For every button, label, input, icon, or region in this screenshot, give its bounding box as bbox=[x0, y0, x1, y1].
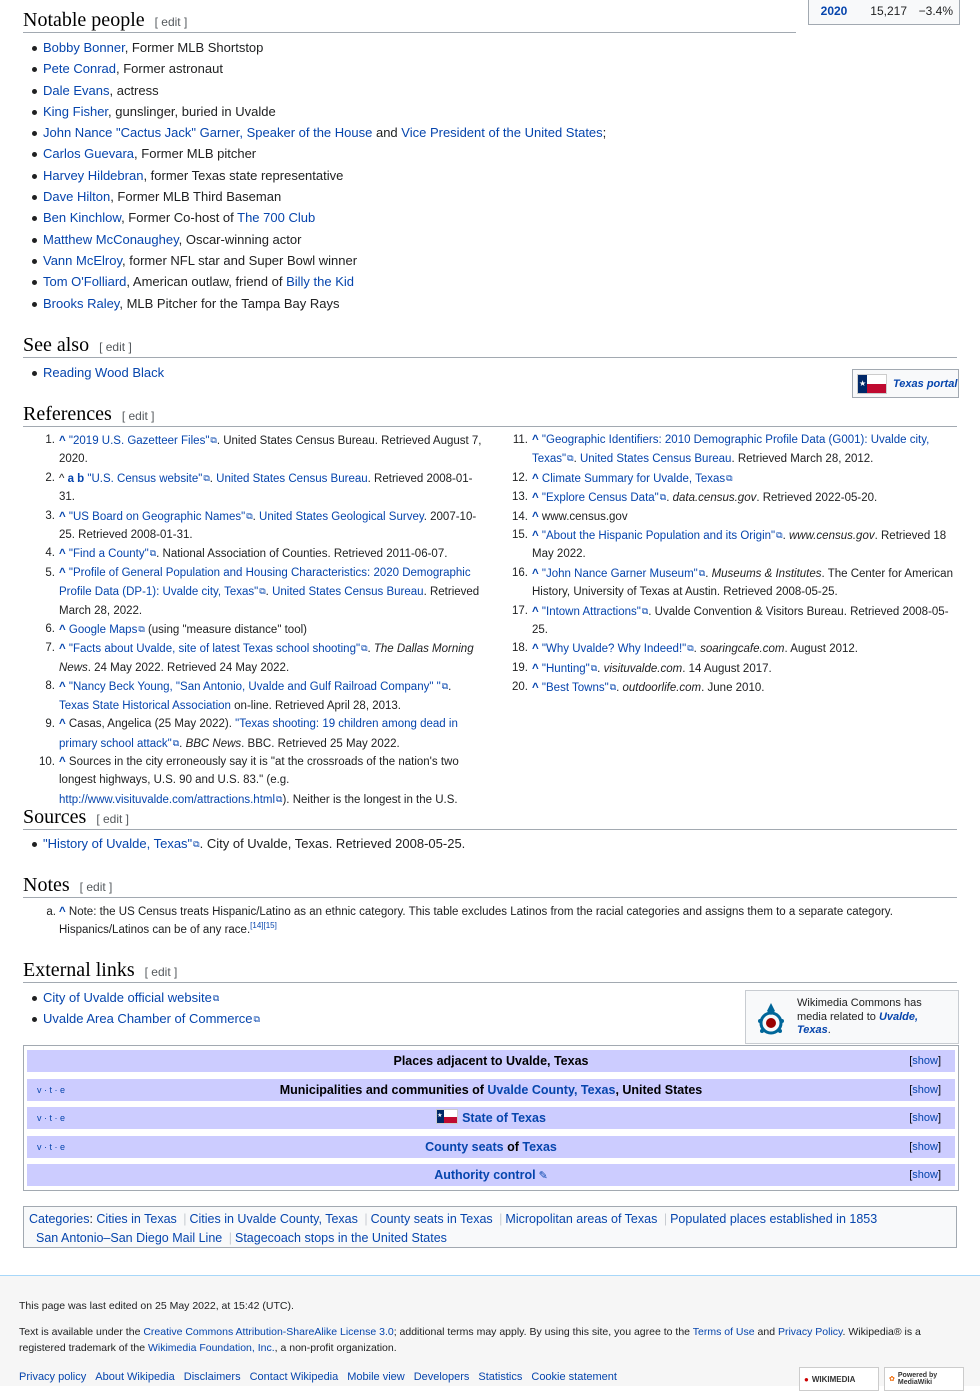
reference-text: . bbox=[209, 472, 217, 485]
wikimedia-badge[interactable]: ● WIKIMEDIA bbox=[799, 1367, 879, 1391]
list-item bbox=[28, 80, 606, 101]
reference-link[interactable]: "U.S. Census website" bbox=[87, 472, 203, 485]
category-separator: | bbox=[364, 1212, 368, 1226]
person-description: , Former MLB pitcher bbox=[134, 146, 257, 162]
reference-link[interactable]: "About the Hispanic Population and its Origin" bbox=[541, 530, 776, 543]
footer-link[interactable]: Mobile view bbox=[347, 1371, 405, 1383]
edit-link[interactable]: [ edit ] bbox=[79, 880, 113, 894]
reference-item bbox=[23, 544, 483, 563]
show-link[interactable]: show bbox=[912, 1140, 938, 1153]
reference-item bbox=[496, 659, 958, 678]
footer bbox=[0, 1275, 980, 1386]
reference-text: . Uvalde Convention & Visitors Bureau. Retrieved 2008-05-25. bbox=[532, 605, 949, 637]
reference-work: soaringcafe.com bbox=[700, 643, 785, 656]
list-item bbox=[28, 165, 606, 186]
reference-item bbox=[496, 526, 958, 564]
categories-label[interactable]: Categories bbox=[29, 1212, 90, 1226]
reference-work: outdoorlife.com bbox=[622, 682, 702, 695]
reference-text: (using "measure distance" tool) bbox=[144, 624, 307, 637]
reference-text: . 2007-10-25. Retrieved 2008-01-31. bbox=[59, 510, 477, 542]
section-heading-sources: Sources [ edit ] bbox=[23, 806, 130, 828]
reference-backlink[interactable]: ^ bbox=[532, 472, 542, 485]
navbox-title-link[interactable]: Texas bbox=[522, 1139, 557, 1154]
sources-list bbox=[28, 833, 465, 854]
reference-text: . bbox=[705, 567, 712, 580]
list-item bbox=[28, 1008, 260, 1029]
show-link[interactable]: show bbox=[912, 1169, 938, 1181]
reference-backlink[interactable]: ^ bbox=[59, 755, 69, 768]
person-description: , Former MLB Third Baseman bbox=[110, 189, 282, 205]
person-description: , Former Co-host of bbox=[121, 210, 238, 226]
external-link-icon bbox=[775, 530, 782, 542]
navbox-title-bar bbox=[27, 1107, 955, 1129]
navbox-title-text: of bbox=[503, 1139, 523, 1154]
vte-links[interactable]: v · t · e bbox=[37, 1084, 66, 1095]
reference-item bbox=[23, 639, 483, 677]
person-link[interactable]: Dale Evans bbox=[43, 82, 110, 98]
person-description: , gunslinger, buried in Uvalde bbox=[108, 103, 276, 119]
reference-number: 19. bbox=[512, 661, 528, 674]
reference-number: 8. bbox=[45, 680, 55, 693]
reference-text: . June 2010. bbox=[701, 682, 765, 695]
reference-backlink[interactable]: ^ bbox=[59, 566, 69, 579]
list-item bbox=[28, 362, 164, 383]
person-description: and bbox=[372, 125, 402, 141]
external-link-icon bbox=[360, 643, 367, 655]
list-item bbox=[28, 987, 260, 1008]
reference-text: Casas, Angelica (25 May 2022). bbox=[68, 718, 236, 731]
reference-link[interactable]: "John Nance Garner Museum" bbox=[541, 567, 698, 580]
category-link[interactable]: Cities in Uvalde County, Texas bbox=[189, 1212, 358, 1226]
see-also-list bbox=[28, 362, 164, 383]
person-link[interactable]: Vann McElroy bbox=[43, 252, 122, 268]
reference-work: www.census.gov bbox=[788, 530, 875, 543]
person-description: , Former astronaut bbox=[116, 61, 223, 77]
section-heading-notable-people: Notable people [ edit ] bbox=[23, 9, 188, 31]
reference-text: . bbox=[179, 737, 186, 750]
reference-backlink[interactable]: ^ bbox=[532, 682, 542, 695]
reference-text: . 14 August 2017. bbox=[682, 662, 772, 675]
navbox-title bbox=[436, 1111, 546, 1125]
external-link-icon bbox=[725, 473, 732, 485]
reference-backlink[interactable]: ^ bbox=[532, 662, 542, 675]
reference-backlink[interactable]: ^ bbox=[532, 492, 542, 505]
reference-link[interactable]: "Hunting" bbox=[541, 662, 590, 675]
person-link[interactable]: John Nance "Cactus Jack" Garner, Speaker of the House bbox=[43, 125, 373, 141]
texas-portal-box[interactable] bbox=[852, 369, 959, 398]
reference-text: Sources in the city erroneously say it is "at the crossroads of the nation's two longest highways, U.S. 90 and U.S. 83." (e.g. bbox=[59, 755, 459, 787]
list-item bbox=[28, 271, 606, 292]
reference-number: 20. bbox=[512, 681, 528, 694]
section-divider bbox=[23, 829, 957, 830]
external-link-icon bbox=[686, 643, 693, 655]
population-year[interactable]: 2020 bbox=[820, 4, 848, 18]
reference-link[interactable]: "Texas shooting: 19 children among dead in primary school attack" bbox=[59, 718, 458, 750]
population-change: −3.4% bbox=[918, 4, 953, 18]
reference-backlink[interactable]: ^ bbox=[59, 548, 69, 561]
external-links-list bbox=[28, 987, 260, 1030]
navbox-title bbox=[280, 1083, 703, 1097]
navbox-show-toggle[interactable]: [show] bbox=[909, 1140, 941, 1153]
reference-item bbox=[23, 507, 483, 545]
person-description: , former NFL star and Super Bowl winner bbox=[122, 252, 358, 268]
footer-link[interactable]: Privacy policy bbox=[19, 1371, 87, 1383]
navbox-title bbox=[425, 1140, 557, 1154]
texas-portal-link[interactable]: Texas portal bbox=[893, 377, 958, 390]
person-link[interactable]: Carlos Guevara bbox=[43, 146, 135, 162]
reference-text: ). Neither is the longest in the U.S. bbox=[282, 793, 458, 806]
person-link[interactable]: Harvey Hildebran bbox=[43, 167, 144, 183]
reference-text: . Retrieved 2022-05-20. bbox=[756, 492, 878, 505]
footer-link[interactable]: About Wikipedia bbox=[95, 1371, 175, 1383]
reference-link[interactable]: Google Maps bbox=[68, 624, 138, 637]
reference-item bbox=[23, 431, 483, 469]
person-link[interactable]: Ben Kinchlow bbox=[43, 210, 122, 226]
reference-backlink[interactable]: ^ bbox=[59, 681, 69, 694]
reference-item bbox=[23, 677, 483, 715]
reference-link[interactable]: Climate Summary for Uvalde, Texas bbox=[541, 472, 726, 485]
reference-number: 10. bbox=[39, 755, 55, 768]
section-divider bbox=[23, 982, 957, 983]
see-also-link[interactable]: Reading Wood Black bbox=[43, 365, 165, 380]
person-link[interactable]: Pete Conrad bbox=[43, 61, 116, 77]
categories-box: Categories: Cities in Texas | Cities in Uvalde County, Texas | County seats in Texas | Micropolitan areas of Texas | Populated places established in 1853 San Antonio–San Diego Mail Line | Stagecoach stops in the United States bbox=[23, 1206, 957, 1248]
vte-links[interactable]: v · t · e bbox=[37, 1141, 66, 1152]
reference-text: . United States Census Bureau. Retrieved August 7, 2020. bbox=[59, 435, 482, 466]
source-text: . City of Uvalde, Texas. Retrieved 2008-05-25. bbox=[199, 836, 466, 851]
reference-link[interactable]: United States Geological Survey bbox=[259, 510, 424, 523]
commons-text: Wikimedia Commons has media related to bbox=[797, 997, 922, 1023]
person-description: , MLB Pitcher for the Tampa Bay Rays bbox=[119, 295, 340, 311]
list-item bbox=[28, 293, 606, 314]
reference-text: . Retrieved March 28, 2012. bbox=[731, 453, 874, 466]
reference-link[interactable]: "Best Towns" bbox=[541, 682, 609, 695]
reference-text: . Retrieved 2008-01-31. bbox=[59, 472, 473, 504]
navbox-title-text: , United States bbox=[615, 1082, 703, 1097]
person-related-link[interactable]: Billy the Kid bbox=[286, 274, 355, 290]
reference-text: . bbox=[252, 510, 260, 523]
source-link[interactable]: "History of Uvalde, Texas" ⧉ bbox=[43, 836, 200, 851]
external-link-icon bbox=[258, 586, 265, 598]
navbox-show-toggle[interactable]: [show] bbox=[909, 1083, 941, 1096]
notable-people-list bbox=[28, 37, 606, 314]
terms-link[interactable]: Terms of Use bbox=[692, 1326, 755, 1338]
reference-number: 5. bbox=[45, 566, 55, 579]
person-description: , actress bbox=[109, 82, 159, 98]
navbox-title-link[interactable]: Authority control bbox=[434, 1168, 536, 1182]
reference-number: 6. bbox=[45, 623, 55, 636]
license-text: Text is available under the Creative Commons Attribution-ShareAlike License 3.0; additional terms may apply. By using this site, you agree to the Terms of Use and Privacy Policy. Wikipedia® is a registered trademark of the Wikimedia Foundation, Inc., a non-profit organization. bbox=[19, 1326, 921, 1354]
reference-link[interactable]: "Why Uvalde? Why Indeed!" bbox=[541, 643, 687, 656]
reference-link[interactable]: United States Census Bureau bbox=[272, 586, 424, 599]
note-item bbox=[36, 903, 916, 939]
list-item bbox=[28, 101, 606, 122]
texas-flag-icon: ★ bbox=[436, 1109, 458, 1124]
person-link[interactable]: Bobby Bonner bbox=[43, 40, 125, 55]
section-divider bbox=[23, 897, 957, 898]
reference-text: . bbox=[265, 586, 273, 599]
reference-text: . August 2012. bbox=[784, 643, 858, 656]
reference-text: . Retrieved March 28, 2022. bbox=[59, 586, 480, 617]
reference-number: 15. bbox=[512, 529, 528, 542]
section-heading-external-links: External links [ edit ] bbox=[23, 959, 178, 981]
reference-number: 1. bbox=[45, 434, 55, 446]
reference-item bbox=[496, 678, 958, 697]
reference-item bbox=[23, 715, 483, 753]
list-item bbox=[28, 229, 606, 250]
reference-item bbox=[23, 620, 483, 639]
reference-link[interactable]: Texas State Historical Association bbox=[59, 699, 231, 712]
list-item bbox=[28, 250, 606, 271]
edit-pencil-icon[interactable]: ✎ bbox=[538, 1170, 548, 1182]
footer-link[interactable]: Developers bbox=[413, 1371, 470, 1383]
navbox-title-text: Municipalities and communities of bbox=[279, 1082, 488, 1097]
reference-item bbox=[496, 602, 958, 640]
section-heading-notes: Notes [ edit ] bbox=[23, 874, 113, 896]
reference-item bbox=[496, 564, 958, 602]
category-link[interactable]: San Antonio–San Diego Mail Line bbox=[36, 1231, 223, 1245]
reference-link[interactable]: "Explore Census Data" bbox=[541, 492, 659, 505]
navbox-title-link[interactable]: State of Texas bbox=[462, 1111, 546, 1125]
category-separator: | bbox=[228, 1231, 232, 1245]
person-link[interactable]: Brooks Raley bbox=[43, 295, 120, 311]
person-description: , Oscar-winning actor bbox=[178, 231, 302, 247]
reference-item bbox=[496, 431, 958, 469]
reference-item bbox=[496, 488, 958, 507]
navbox-title-link[interactable]: County seats bbox=[425, 1139, 504, 1154]
reference-item bbox=[496, 469, 958, 488]
category-separator: | bbox=[499, 1212, 503, 1226]
reference-link[interactable]: "Geographic Identifiers: 2010 Demographic Profile Data (G001): Uvalde city, Texas" bbox=[532, 434, 930, 466]
external-link-icon bbox=[149, 548, 156, 560]
commons-text-end: . bbox=[827, 1024, 831, 1036]
privacy-link[interactable]: Privacy Policy bbox=[777, 1326, 843, 1338]
mediawiki-badge[interactable]: ✿ Powered by MediaWiki bbox=[884, 1367, 964, 1391]
external-link-icon bbox=[245, 511, 252, 523]
reference-text: www.census.gov bbox=[541, 510, 628, 523]
external-link-icon bbox=[566, 453, 573, 465]
reference-backlink[interactable]: ^ bbox=[59, 643, 69, 656]
navbox-show-toggle[interactable]: [show] bbox=[909, 1169, 941, 1181]
footer-link[interactable]: Contact Wikipedia bbox=[249, 1371, 339, 1383]
vte-links[interactable]: v · t · e bbox=[37, 1113, 66, 1123]
reference-backlink[interactable]: ^ bbox=[532, 510, 542, 523]
note-backlink[interactable]: ^ bbox=[59, 906, 66, 918]
note-letter: a. bbox=[46, 906, 56, 918]
reference-text: on-line. Retrieved April 28, 2013. bbox=[230, 699, 401, 712]
reference-work: data.census.gov bbox=[672, 492, 757, 505]
reference-number: 17. bbox=[512, 604, 528, 617]
references-column-1 bbox=[23, 431, 483, 809]
footer-link[interactable]: Disclaimers bbox=[183, 1371, 241, 1383]
reference-work: visituvalde.com bbox=[603, 662, 683, 675]
reference-number: 4. bbox=[45, 547, 55, 560]
commons-box bbox=[745, 990, 959, 1044]
navbox-show-toggle[interactable]: [show] bbox=[909, 1112, 941, 1124]
reference-item bbox=[496, 508, 958, 526]
navbox-title-bar bbox=[27, 1164, 955, 1186]
navbox-container bbox=[23, 1045, 959, 1191]
section-divider bbox=[23, 426, 957, 427]
reference-item bbox=[496, 639, 958, 658]
category-link[interactable]: Cities in Texas bbox=[96, 1212, 177, 1226]
edit-link[interactable]: [ edit ] bbox=[96, 812, 130, 826]
reference-text: . 24 May 2022. Retrieved 24 May 2022. bbox=[87, 661, 290, 674]
wikimedia-commons-icon bbox=[758, 1001, 784, 1037]
reference-number: 16. bbox=[512, 566, 528, 579]
commons-link[interactable]: Uvalde, Texas bbox=[797, 1010, 919, 1036]
reference-text: . bbox=[573, 453, 580, 466]
show-link[interactable]: show bbox=[912, 1112, 938, 1124]
navbox-title-bar bbox=[27, 1079, 955, 1101]
reference-backlink[interactable]: ^ bbox=[59, 435, 69, 447]
external-link-city[interactable]: City of Uvalde official website ⧉ bbox=[43, 990, 219, 1005]
reference-work: BBC News bbox=[185, 737, 242, 750]
reference-number: 9. bbox=[45, 718, 55, 731]
navbox-title-bar bbox=[27, 1136, 955, 1158]
reference-link[interactable]: United States Census Bureau bbox=[579, 453, 732, 466]
section-divider bbox=[23, 32, 796, 33]
person-link[interactable]: Tom O'Folliard bbox=[43, 274, 127, 290]
list-item bbox=[28, 186, 606, 207]
reference-backlink[interactable]: ^ bbox=[59, 718, 69, 731]
footer-links bbox=[19, 1371, 626, 1383]
reference-text: . bbox=[616, 682, 623, 695]
list-item bbox=[28, 833, 465, 854]
reference-text: . bbox=[367, 643, 374, 656]
edit-link[interactable]: [ edit ] bbox=[121, 409, 155, 423]
navbox-title-text: Places adjacent to Uvalde, Texas bbox=[393, 1054, 589, 1068]
navbox-title bbox=[393, 1054, 588, 1068]
section-heading-references: References [ edit ] bbox=[23, 403, 155, 425]
references-column-2 bbox=[496, 431, 958, 698]
reference-item bbox=[23, 753, 483, 809]
person-related-link[interactable]: Vice President of the United States bbox=[401, 125, 603, 141]
reference-number: 3. bbox=[45, 509, 55, 522]
category-link[interactable]: Populated places established in 1853 bbox=[670, 1212, 878, 1226]
foundation-link[interactable]: Wikimedia Foundation, Inc. bbox=[147, 1342, 275, 1354]
reference-text: . bbox=[448, 681, 452, 694]
external-link-icon bbox=[137, 624, 144, 636]
texas-flag-icon: ★ bbox=[857, 374, 887, 394]
reference-number: 2. bbox=[45, 471, 55, 484]
reference-number: 11. bbox=[512, 434, 528, 446]
footer-link[interactable]: Cookie statement bbox=[531, 1371, 617, 1383]
reference-link[interactable]: "Nancy Beck Young, "San Antonio, Uvalde and Gulf Railroad Company" " bbox=[68, 681, 441, 694]
person-description: , American outlaw, friend of bbox=[126, 274, 287, 290]
reference-text: . Retrieved 18 May 2022. bbox=[532, 530, 947, 561]
reference-backlink[interactable]: ^ bbox=[532, 643, 542, 656]
navbox-show-toggle[interactable]: [show] bbox=[909, 1055, 941, 1067]
reference-backlink[interactable]: a b bbox=[67, 472, 88, 485]
reference-backlink[interactable]: ^ bbox=[532, 530, 542, 543]
last-edited-text: This page was last edited on 25 May 2022, at 15:42 (UTC). bbox=[19, 1300, 294, 1312]
show-link[interactable]: show bbox=[912, 1083, 938, 1096]
reference-number: 13. bbox=[512, 491, 528, 504]
reference-work: The Dallas Morning News bbox=[59, 643, 474, 674]
license-link[interactable]: Creative Commons Attribution-ShareAlike License 3.0 bbox=[143, 1326, 394, 1338]
reference-backlink[interactable]: ^ bbox=[532, 567, 542, 580]
note-text: Note: the US Census treats Hispanic/Latino as an ethnic category. This table excludes Latinos from the racial categories and assigns them to a separate category. Hispanics/Latinos can be of any race. bbox=[59, 906, 893, 936]
reference-link[interactable]: "2019 U.S. Gazetteer Files" bbox=[68, 435, 210, 447]
reference-link[interactable]: "Find a County" bbox=[68, 548, 149, 561]
show-link[interactable]: show bbox=[912, 1055, 938, 1067]
reference-text: . The Center for American History, University of Texas at Austin. Retrieved 2008-05-25. bbox=[532, 567, 953, 599]
reference-link[interactable]: "US Board on Geographic Names" bbox=[68, 510, 246, 523]
reference-item bbox=[23, 469, 483, 507]
person-description: , former Texas state representative bbox=[143, 167, 344, 183]
reference-backlink[interactable]: ^ bbox=[532, 605, 542, 618]
reference-work: Museums & Institutes bbox=[711, 567, 822, 580]
reference-item bbox=[23, 564, 483, 620]
person-related-link[interactable]: The 700 Club bbox=[237, 210, 316, 226]
edit-link[interactable]: [ edit ] bbox=[154, 15, 188, 29]
reference-text: . BBC. Retrieved 25 May 2022. bbox=[241, 737, 400, 750]
person-link[interactable]: Dave Hilton bbox=[43, 189, 111, 205]
external-link-icon bbox=[202, 473, 209, 485]
category-link[interactable]: County seats in Texas bbox=[370, 1212, 493, 1226]
edit-link[interactable]: [ edit ] bbox=[99, 340, 132, 354]
reference-text: . bbox=[597, 662, 604, 675]
reference-number: 14. bbox=[512, 510, 528, 523]
list-item bbox=[28, 122, 606, 143]
reference-link[interactable]: United States Census Bureau bbox=[216, 472, 368, 485]
reference-number: 12. bbox=[512, 471, 528, 484]
reference-text: . National Association of Counties. Retrieved 2011-06-07. bbox=[156, 548, 448, 561]
reference-link[interactable]: http://www.visituvalde.com/attractions.html bbox=[59, 793, 276, 806]
section-divider bbox=[23, 357, 957, 358]
navbox-title-bar bbox=[27, 1050, 955, 1072]
reference-link[interactable]: "Profile of General Population and Housing Characteristics: 2020 Demographic Profile Data (DP-1): Uvalde city, Texas" bbox=[59, 566, 471, 599]
population-value: 15,217 bbox=[870, 4, 907, 18]
navbox-title-link[interactable]: Uvalde County, Texas bbox=[487, 1082, 616, 1097]
edit-link[interactable]: [ edit ] bbox=[144, 965, 178, 979]
reference-text: . bbox=[666, 492, 673, 505]
list-item bbox=[28, 207, 606, 228]
navbox-title bbox=[434, 1168, 548, 1182]
section-heading-see-also: See also [ edit ] bbox=[23, 334, 132, 356]
reference-backlink[interactable]: ^ bbox=[59, 624, 69, 637]
list-item bbox=[28, 37, 606, 58]
footer-link[interactable]: Statistics bbox=[478, 1371, 523, 1383]
person-link[interactable]: King Fisher bbox=[43, 103, 109, 119]
category-link[interactable]: Micropolitan areas of Texas bbox=[505, 1212, 658, 1226]
external-link-chamber[interactable]: Uvalde Area Chamber of Commerce ⧉ bbox=[43, 1011, 260, 1026]
external-link-icon bbox=[609, 682, 616, 694]
category-separator: | bbox=[183, 1212, 187, 1226]
person-link[interactable]: Matthew McConaughey bbox=[43, 231, 179, 247]
reference-text: . bbox=[693, 643, 701, 656]
reference-link[interactable]: "Intown Attractions" bbox=[541, 605, 641, 618]
reference-text: ^ bbox=[59, 472, 68, 485]
external-link-icon bbox=[209, 435, 216, 447]
reference-number: 7. bbox=[45, 642, 55, 655]
reference-text: . bbox=[782, 530, 789, 543]
reference-number: 18. bbox=[512, 642, 528, 655]
list-item bbox=[28, 58, 606, 79]
reference-backlink[interactable]: ^ bbox=[532, 434, 542, 446]
note-citations[interactable]: [14][15] bbox=[250, 921, 277, 931]
reference-link[interactable]: "Facts about Uvalde, site of latest Texas school shooting" bbox=[68, 643, 361, 656]
category-link[interactable]: Stagecoach stops in the United States bbox=[234, 1231, 447, 1245]
person-description: , Former MLB Shortstop bbox=[124, 40, 264, 55]
reference-backlink[interactable]: ^ bbox=[59, 510, 69, 523]
category-separator: | bbox=[663, 1212, 668, 1226]
person-description-end: ; bbox=[602, 125, 607, 141]
population-table-row bbox=[808, 0, 960, 25]
list-item bbox=[28, 143, 606, 164]
